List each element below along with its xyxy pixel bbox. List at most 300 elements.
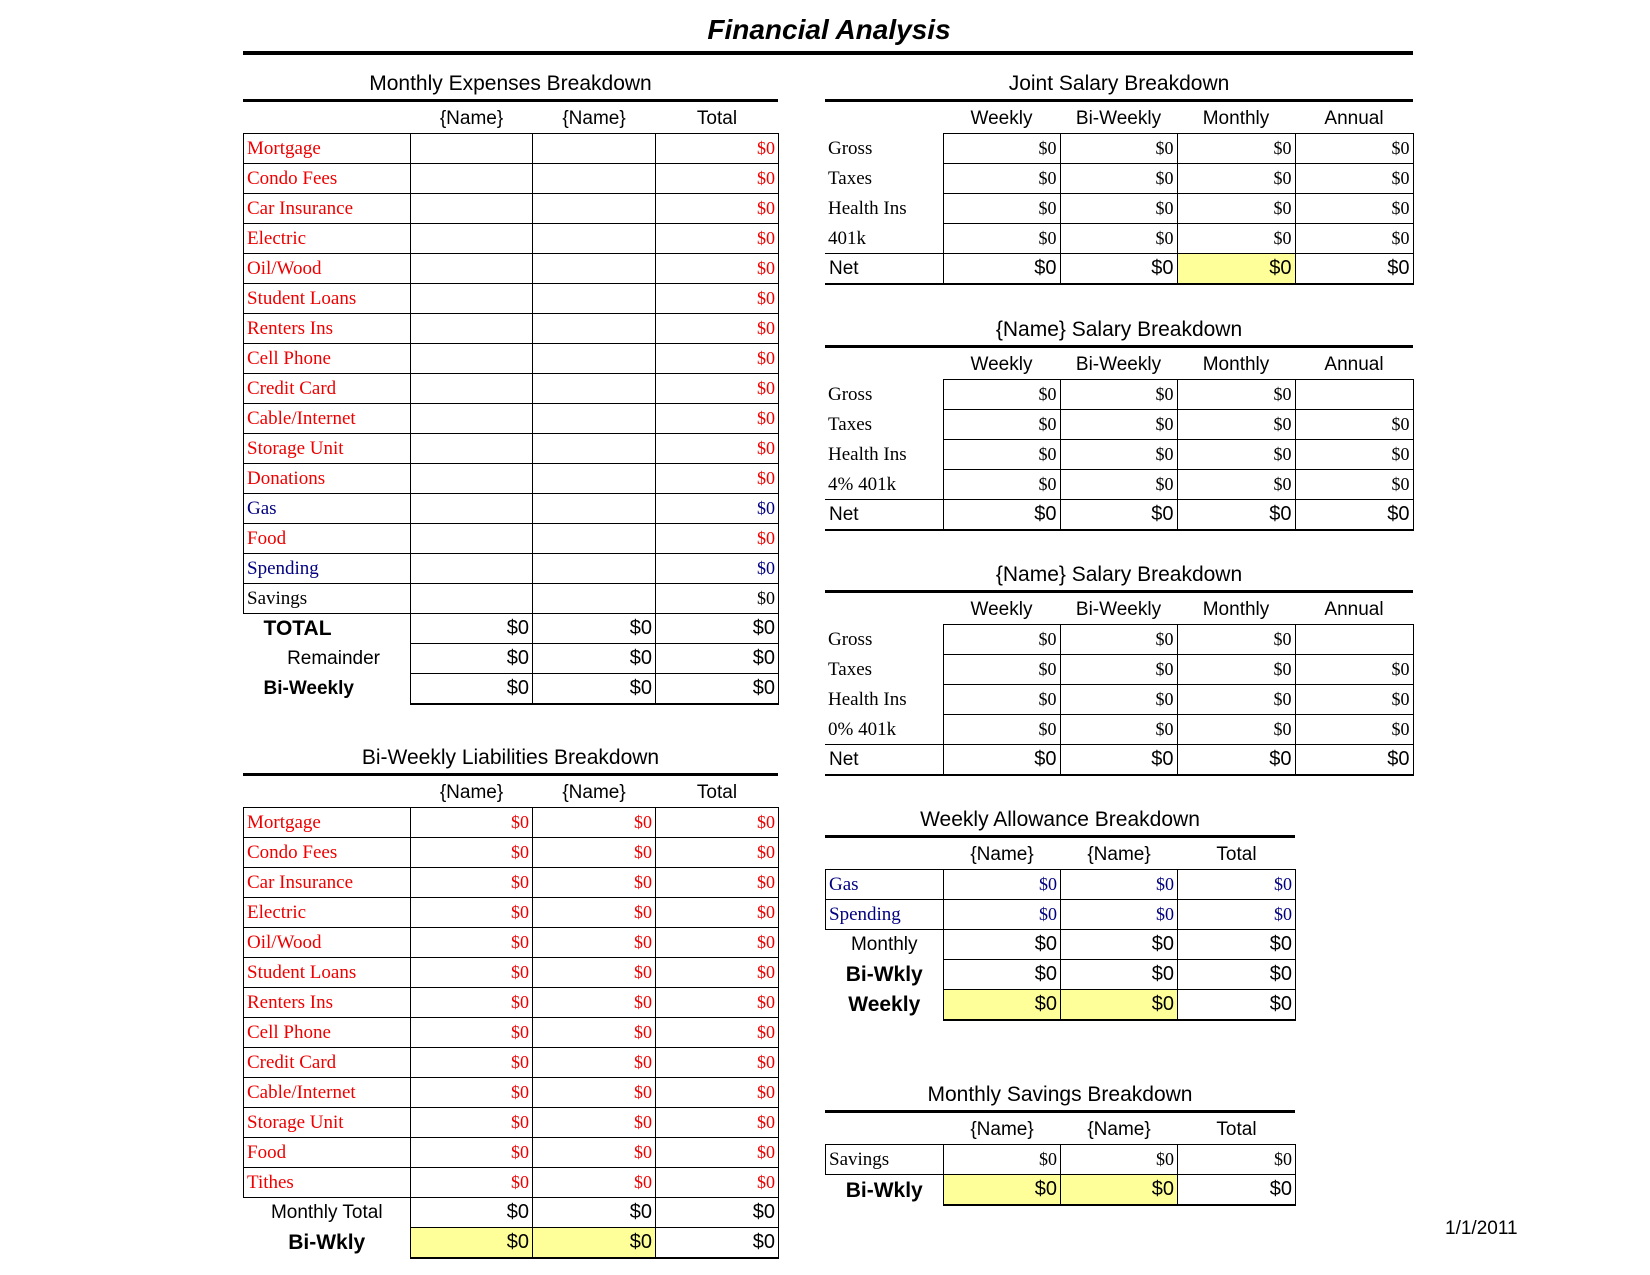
liability-row — [244, 958, 779, 988]
joint-salary-table — [825, 104, 1414, 285]
salary-value: $0 — [1060, 134, 1177, 164]
salary-value: $0 — [1295, 134, 1413, 164]
expense-label: Renters Ins — [244, 314, 411, 344]
salary-value: $0 — [943, 224, 1060, 254]
salary-1-table — [825, 350, 1414, 531]
column-header: {Name} — [439, 108, 504, 129]
expense-input-cell[interactable] — [533, 584, 656, 614]
liability-value: $0 — [656, 1018, 779, 1048]
summary-value: $0 — [944, 990, 1061, 1021]
savings-value: $0 — [1061, 1145, 1178, 1175]
liability-value: $0 — [411, 838, 533, 868]
salary-value: $0 — [1177, 380, 1295, 410]
liability-row — [244, 808, 779, 838]
monthly-expenses-title: Monthly Expenses Breakdown — [369, 72, 652, 95]
allowance-summary-row — [826, 960, 1296, 990]
salary-value: $0 — [1060, 715, 1177, 745]
expense-row — [244, 344, 779, 374]
column-header: {Name} — [562, 782, 626, 803]
allowance-value: $0 — [1061, 870, 1178, 900]
expense-row — [244, 524, 779, 554]
savings-table — [825, 1115, 1296, 1206]
salary-row — [825, 715, 1413, 745]
expense-label: Storage Unit — [244, 434, 411, 464]
savings-row — [826, 1145, 1296, 1175]
liability-value: $0 — [656, 898, 779, 928]
salary-value: $0 — [1177, 625, 1295, 655]
liability-row — [244, 928, 779, 958]
allowance-label: Gas — [826, 870, 944, 900]
salary-value: $0 — [943, 625, 1060, 655]
expense-input-cell[interactable] — [411, 344, 533, 374]
summary-value: $0 — [944, 930, 1061, 960]
expense-input-cell[interactable] — [533, 344, 656, 374]
monthly-expenses-divider — [243, 99, 778, 102]
savings-summary-row — [826, 1175, 1296, 1206]
liability-summary-row — [244, 1228, 779, 1259]
liability-label: Cell Phone — [244, 1018, 411, 1048]
liability-row — [244, 988, 779, 1018]
expense-row — [244, 254, 779, 284]
summary-label: Bi-Weekly — [263, 678, 354, 700]
salary-value: $0 — [943, 685, 1060, 715]
expense-label: Spending — [244, 554, 411, 584]
summary-label: Monthly Total — [270, 1202, 383, 1224]
summary-value: $0 — [656, 644, 779, 674]
column-header: Annual — [1324, 599, 1384, 620]
net-value: $0 — [1177, 500, 1295, 531]
salary-label: Gross — [825, 625, 943, 655]
expense-row — [244, 404, 779, 434]
expense-input-cell[interactable] — [533, 254, 656, 284]
liability-value: $0 — [411, 958, 533, 988]
summary-label: Weekly — [848, 993, 921, 1017]
liability-value: $0 — [411, 868, 533, 898]
title-divider — [243, 51, 1413, 55]
expense-total: $0 — [656, 134, 779, 164]
liabilities-title: Bi-Weekly Liabilities Breakdown — [361, 746, 660, 769]
expense-total: $0 — [656, 284, 779, 314]
column-header: Monthly — [1202, 599, 1270, 620]
salary-row — [825, 410, 1413, 440]
net-value: $0 — [943, 500, 1060, 531]
salary-row — [825, 134, 1413, 164]
net-value: $0 — [1060, 745, 1177, 776]
salary-value: $0 — [1295, 224, 1413, 254]
column-header: Weekly — [970, 108, 1033, 129]
liability-label: Mortgage — [244, 808, 411, 838]
expense-row — [244, 224, 779, 254]
expense-input-cell[interactable] — [411, 584, 533, 614]
liability-value: $0 — [533, 988, 656, 1018]
allowance-title: Weekly Allowance Breakdown — [920, 808, 1200, 831]
salary-row — [825, 470, 1413, 500]
salary-value: $0 — [943, 194, 1060, 224]
liability-value: $0 — [656, 1138, 779, 1168]
liability-value: $0 — [533, 1048, 656, 1078]
column-header: Bi-Weekly — [1075, 354, 1162, 375]
column-header: {Name} — [970, 1119, 1034, 1140]
liability-value: $0 — [533, 1108, 656, 1138]
liability-row — [244, 1108, 779, 1138]
expense-input-cell[interactable] — [411, 374, 533, 404]
expense-input-cell[interactable] — [411, 254, 533, 284]
salary-value — [1295, 380, 1413, 410]
liability-row — [244, 1168, 779, 1198]
expense-row — [244, 374, 779, 404]
salary-value: $0 — [1060, 194, 1177, 224]
liability-value: $0 — [411, 898, 533, 928]
net-value: $0 — [1295, 500, 1413, 531]
expense-input-cell[interactable] — [411, 284, 533, 314]
expense-row — [244, 464, 779, 494]
expense-input-cell[interactable] — [533, 554, 656, 584]
liability-label: Credit Card — [244, 1048, 411, 1078]
liability-value: $0 — [656, 868, 779, 898]
expense-input-cell[interactable] — [533, 524, 656, 554]
summary-value: $0 — [533, 1198, 656, 1228]
salary-value: $0 — [943, 470, 1060, 500]
liability-row — [244, 1138, 779, 1168]
column-header: Annual — [1324, 108, 1384, 129]
liability-value: $0 — [411, 1018, 533, 1048]
liability-label: Renters Ins — [244, 988, 411, 1018]
allowance-value: $0 — [1061, 900, 1178, 930]
expense-label: Donations — [244, 464, 411, 494]
salary-value: $0 — [1060, 224, 1177, 254]
summary-value: $0 — [1061, 960, 1178, 990]
allowance-value: $0 — [1178, 870, 1296, 900]
net-value: $0 — [1060, 500, 1177, 531]
net-label: Net — [825, 254, 943, 285]
liabilities-divider — [243, 773, 778, 776]
net-value: $0 — [1060, 254, 1177, 285]
expense-row — [244, 554, 779, 584]
expense-label: Condo Fees — [244, 164, 411, 194]
expense-input-cell[interactable] — [411, 494, 533, 524]
column-header: {Name} — [439, 782, 504, 803]
header-spacer — [825, 104, 943, 134]
salary-1-title: {Name} Salary Breakdown — [995, 318, 1243, 341]
allowance-table — [825, 840, 1296, 1021]
expense-input-cell[interactable] — [411, 404, 533, 434]
summary-value: $0 — [1178, 960, 1296, 990]
summary-value: $0 — [533, 614, 656, 644]
expense-input-cell[interactable] — [411, 134, 533, 164]
expense-row — [244, 164, 779, 194]
salary-value: $0 — [1060, 410, 1177, 440]
monthly-expenses-table — [243, 104, 779, 705]
expense-input-cell[interactable] — [533, 464, 656, 494]
expense-total: $0 — [656, 434, 779, 464]
liability-value: $0 — [533, 1138, 656, 1168]
summary-value: $0 — [411, 1228, 533, 1259]
liability-value: $0 — [533, 1018, 656, 1048]
expense-label: Electric — [244, 224, 411, 254]
summary-value: $0 — [1061, 930, 1178, 960]
expense-label: Car Insurance — [244, 194, 411, 224]
allowance-value: $0 — [944, 870, 1061, 900]
expense-label: Cable/Internet — [244, 404, 411, 434]
salary-label: 0% 401k — [825, 715, 943, 745]
liability-value: $0 — [656, 1048, 779, 1078]
salary-value: $0 — [943, 440, 1060, 470]
summary-label: Monthly — [850, 934, 918, 956]
summary-value: $0 — [411, 644, 533, 674]
salary-value: $0 — [943, 715, 1060, 745]
liability-value: $0 — [533, 898, 656, 928]
expense-row — [244, 434, 779, 464]
salary-label: Taxes — [825, 655, 943, 685]
summary-value: $0 — [533, 644, 656, 674]
liability-value: $0 — [656, 1108, 779, 1138]
summary-value: $0 — [411, 1198, 533, 1228]
salary-value: $0 — [1177, 134, 1295, 164]
column-header: {Name} — [970, 844, 1034, 865]
liability-row — [244, 1078, 779, 1108]
net-value: $0 — [1177, 745, 1295, 776]
report-date: 1/1/2011 — [1445, 1218, 1518, 1239]
salary-value: $0 — [1177, 410, 1295, 440]
column-header: Bi-Weekly — [1075, 108, 1162, 129]
column-header: Total — [1216, 1119, 1257, 1140]
liability-label: Condo Fees — [244, 838, 411, 868]
liability-value: $0 — [533, 928, 656, 958]
expense-total: $0 — [656, 314, 779, 344]
salary-value: $0 — [1177, 685, 1295, 715]
header-spacer — [825, 350, 943, 380]
expense-row — [244, 284, 779, 314]
net-row — [825, 254, 1413, 285]
salary-2-divider — [825, 590, 1413, 593]
net-value: $0 — [1295, 254, 1413, 285]
liability-value: $0 — [533, 868, 656, 898]
expense-input-cell[interactable] — [533, 494, 656, 524]
savings-value: $0 — [944, 1145, 1061, 1175]
salary-row — [825, 164, 1413, 194]
allowance-value: $0 — [944, 900, 1061, 930]
net-value: $0 — [1177, 254, 1295, 285]
salary-value: $0 — [1177, 164, 1295, 194]
expense-input-cell[interactable] — [533, 194, 656, 224]
liability-label: Food — [244, 1138, 411, 1168]
salary-value: $0 — [1060, 685, 1177, 715]
liability-value: $0 — [656, 808, 779, 838]
salary-label: Taxes — [825, 164, 943, 194]
allowance-row — [826, 900, 1296, 930]
summary-value: $0 — [656, 674, 779, 705]
header-spacer — [825, 595, 943, 625]
column-header: Monthly — [1202, 354, 1270, 375]
salary-value: $0 — [943, 410, 1060, 440]
salary-row — [825, 194, 1413, 224]
salary-value: $0 — [1295, 655, 1413, 685]
expense-total: $0 — [656, 224, 779, 254]
salary-value: $0 — [1060, 164, 1177, 194]
salary-2-table — [825, 595, 1414, 776]
liability-label: Student Loans — [244, 958, 411, 988]
net-value: $0 — [943, 254, 1060, 285]
salary-value: $0 — [1060, 655, 1177, 685]
liability-label: Tithes — [244, 1168, 411, 1198]
salary-value: $0 — [1295, 440, 1413, 470]
salary-value: $0 — [1295, 410, 1413, 440]
savings-divider — [825, 1110, 1295, 1113]
liability-value: $0 — [656, 988, 779, 1018]
header-row — [825, 104, 1413, 134]
expense-input-cell[interactable] — [411, 314, 533, 344]
salary-label: Gross — [825, 380, 943, 410]
expense-summary-row — [244, 614, 779, 644]
summary-value: $0 — [944, 1175, 1061, 1206]
liability-row — [244, 1048, 779, 1078]
expense-summary-row — [244, 644, 779, 674]
column-header: Total — [1216, 844, 1257, 865]
summary-value: $0 — [656, 614, 779, 644]
salary-label: Health Ins — [825, 685, 943, 715]
expense-summary-row — [244, 674, 779, 705]
salary-label: Taxes — [825, 410, 943, 440]
expense-input-cell[interactable] — [411, 224, 533, 254]
salary-2-title: {Name} Salary Breakdown — [995, 563, 1243, 586]
salary-value: $0 — [1060, 470, 1177, 500]
salary-value: $0 — [1295, 194, 1413, 224]
expense-total: $0 — [656, 494, 779, 524]
column-header: Weekly — [970, 599, 1033, 620]
summary-label: Bi-Wkly — [288, 1231, 366, 1255]
salary-value: $0 — [1060, 440, 1177, 470]
liability-value: $0 — [533, 958, 656, 988]
salary-value — [1295, 625, 1413, 655]
net-row — [825, 500, 1413, 531]
salary-value: $0 — [1177, 224, 1295, 254]
summary-value: $0 — [1178, 930, 1296, 960]
liability-row — [244, 838, 779, 868]
expense-input-cell[interactable] — [533, 284, 656, 314]
expense-input-cell[interactable] — [533, 224, 656, 254]
liabilities-table — [243, 778, 779, 1259]
savings-title: Monthly Savings Breakdown — [927, 1083, 1193, 1106]
liability-value: $0 — [656, 1168, 779, 1198]
allowance-value: $0 — [1178, 900, 1296, 930]
salary-value: $0 — [1177, 655, 1295, 685]
expense-input-cell[interactable] — [533, 314, 656, 344]
expense-label: Student Loans — [244, 284, 411, 314]
column-header: Total — [696, 782, 738, 803]
expense-total: $0 — [656, 584, 779, 614]
column-header: {Name} — [1087, 844, 1151, 865]
salary-value: $0 — [1060, 625, 1177, 655]
salary-value: $0 — [1177, 194, 1295, 224]
summary-value: $0 — [944, 960, 1061, 990]
expense-input-cell[interactable] — [411, 194, 533, 224]
salary-value: $0 — [943, 164, 1060, 194]
liability-value: $0 — [411, 1168, 533, 1198]
column-header: Monthly — [1202, 108, 1270, 129]
expense-input-cell[interactable] — [533, 434, 656, 464]
expense-label: Oil/Wood — [244, 254, 411, 284]
net-value: $0 — [943, 745, 1060, 776]
expense-row — [244, 584, 779, 614]
expense-input-cell[interactable] — [533, 164, 656, 194]
salary-value: $0 — [943, 380, 1060, 410]
summary-value: $0 — [1061, 1175, 1178, 1206]
column-header: {Name} — [562, 108, 626, 129]
expense-row — [244, 494, 779, 524]
liability-label: Cable/Internet — [244, 1078, 411, 1108]
expense-input-cell[interactable] — [411, 524, 533, 554]
summary-label: TOTAL — [263, 617, 332, 641]
liability-row — [244, 898, 779, 928]
summary-value: $0 — [411, 674, 533, 705]
expense-label: Savings — [244, 584, 411, 614]
savings-label: Savings — [826, 1145, 944, 1175]
liability-value: $0 — [533, 1078, 656, 1108]
salary-value: $0 — [1177, 715, 1295, 745]
salary-label: Health Ins — [825, 194, 943, 224]
expense-input-cell[interactable] — [411, 464, 533, 494]
liability-value: $0 — [533, 1168, 656, 1198]
column-header: {Name} — [1087, 1119, 1151, 1140]
expense-input-cell[interactable] — [411, 554, 533, 584]
salary-label: Health Ins — [825, 440, 943, 470]
liability-value: $0 — [411, 988, 533, 1018]
expense-input-cell[interactable] — [533, 404, 656, 434]
expense-input-cell[interactable] — [411, 434, 533, 464]
expense-input-cell[interactable] — [533, 134, 656, 164]
expense-label: Credit Card — [244, 374, 411, 404]
liability-value: $0 — [411, 1048, 533, 1078]
liability-label: Storage Unit — [244, 1108, 411, 1138]
salary-value: $0 — [1060, 380, 1177, 410]
liability-value: $0 — [411, 1078, 533, 1108]
expense-input-cell[interactable] — [411, 164, 533, 194]
salary-value: $0 — [1295, 164, 1413, 194]
column-header: Bi-Weekly — [1075, 599, 1162, 620]
salary-row — [825, 625, 1413, 655]
page-title: Financial Analysis — [707, 14, 951, 45]
liability-value: $0 — [656, 1078, 779, 1108]
joint-salary-divider — [825, 99, 1413, 102]
salary-1-divider — [825, 345, 1413, 348]
liability-label: Car Insurance — [244, 868, 411, 898]
summary-value: $0 — [1178, 1175, 1296, 1206]
allowance-summary-row — [826, 930, 1296, 960]
header-row — [825, 350, 1413, 380]
liability-label: Oil/Wood — [244, 928, 411, 958]
expense-total: $0 — [656, 554, 779, 584]
expense-label: Cell Phone — [244, 344, 411, 374]
summary-value: $0 — [656, 1228, 779, 1259]
expense-total: $0 — [656, 464, 779, 494]
expense-total: $0 — [656, 254, 779, 284]
savings-value: $0 — [1178, 1145, 1296, 1175]
joint-salary-title: Joint Salary Breakdown — [1008, 72, 1230, 95]
expense-total: $0 — [656, 194, 779, 224]
column-header: Annual — [1324, 354, 1384, 375]
salary-label: 401k — [825, 224, 943, 254]
salary-row — [825, 655, 1413, 685]
allowance-row — [826, 870, 1296, 900]
salary-value: $0 — [943, 655, 1060, 685]
allowance-summary-row — [826, 990, 1296, 1021]
allowance-divider — [825, 835, 1295, 838]
expense-total: $0 — [656, 404, 779, 434]
salary-label: 4% 401k — [825, 470, 943, 500]
summary-label: Bi-Wkly — [845, 963, 923, 986]
expense-input-cell[interactable] — [533, 374, 656, 404]
liability-value: $0 — [656, 958, 779, 988]
